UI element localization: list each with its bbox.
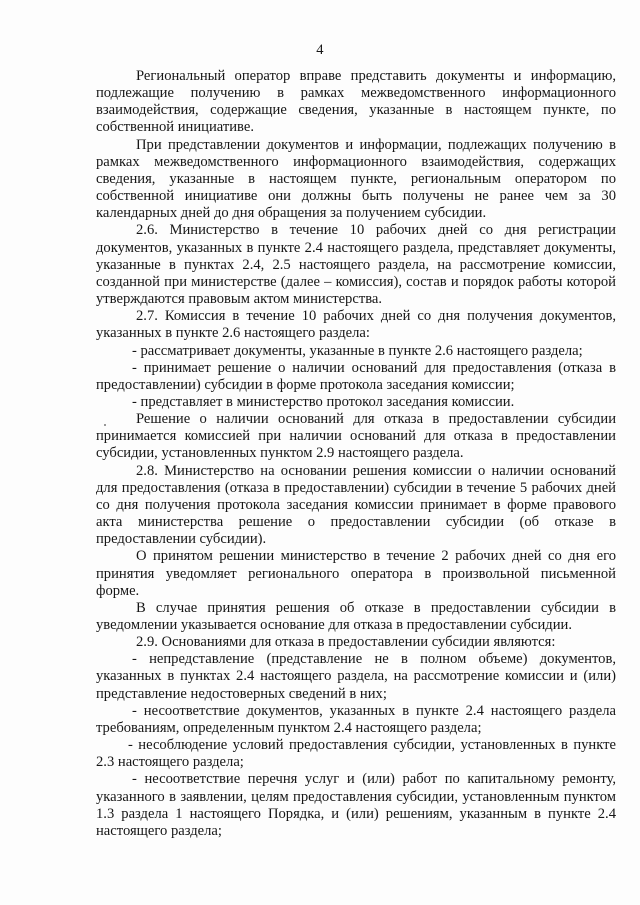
list-item-non-submission: - непредставление (представление не в полном объеме) документов, указанных в пунктах 2.4 настоящего раздела, на рассмотрение комиссии и (или) представление недостоверных сведений в них; xyxy=(96,651,616,702)
list-item-non-observance-conditions: - несоблюдение условий предоставления субсидии, установленных в пункте 2.3 настоящего раздела; xyxy=(96,737,616,771)
paragraph-refusal-notification: В случае принятия решения об отказе в предоставлении субсидии в уведомлении указывается основание для отказа в предоставлении субсидии. xyxy=(96,599,616,633)
list-item-submits-protocol: - представляет в министерство протокол заседания комиссии. xyxy=(132,393,515,410)
page-number: 4 xyxy=(316,42,324,58)
list-item-services-mismatch: - несоответствие перечня услуг и (или) работ по капитальному ремонту, указанного в заявлении, целям предоставления субсидии, установленным пунктом 1.3 раздела 1 настоящего Порядка, и (или) решениям, указанным в пункте 2.4 настоящего раздела; xyxy=(96,771,616,839)
list-item-reviews-documents: - рассматривает документы, указанные в пункте 2.6 настоящего раздела; xyxy=(132,342,583,359)
list-item-non-compliance-documents: - несоответствие документов, указанных в пункте 2.4 настоящего раздела требованиям, определенным пунктом 2.4 настоящего раздела; xyxy=(96,702,616,736)
paragraph-clause-2-7: 2.7. Комиссия в течение 10 рабочих дней со дня получения документов, указанных в пункте 2.6 настоящего раздела: xyxy=(96,308,616,342)
paragraph-refusal-decision: Решение о наличии оснований для отказа в предоставлении субсидии принимается комиссией при наличии оснований для отказа в предоставлении субсидии, установленных пунктом 2.9 настоящего раздела. xyxy=(96,411,616,462)
document-body xyxy=(96,68,616,840)
paragraph-notification: О принятом решении министерство в течение 2 рабочих дней со дня его принятия уведомляет регионального оператора в произвольной письменной форме. xyxy=(96,548,616,599)
list-item-makes-decision: - принимает решение о наличии оснований для предоставления (отказа в предоставлении) субсидии в форме протокола заседания комиссии; xyxy=(96,359,616,393)
paragraph-own-initiative-deadline: При представлении документов и информации, подлежащих получению в рамках межведомственного информационного взаимодействия, содержащих сведения, указанные в настоящем пункте, региональным оператором по собственной инициативе они должны быть получены не ранее чем за 30 календарных дней до дня обращения за получением субсидии. xyxy=(96,136,616,222)
paragraph-clause-2-6: 2.6. Министерство в течение 10 рабочих дней со дня регистрации документов, указанных в пункте 2.4 настоящего раздела, представляет документы, указанные в пунктах 2.4, 2.5 настоящего раздела, на рассмотрение комиссии, созданной при министерстве (далее – комиссия), состав и порядок работы которой утверждаются правовым актом министерства. xyxy=(96,222,616,308)
paragraph-regional-operator-right: Региональный оператор вправе представить документы и информацию, подлежащие получению в рамках межведомственного информационного взаимодействия, содержащие сведения, указанные в настоящем пункте, по собственной инициативе. xyxy=(96,68,616,136)
scan-speck xyxy=(104,424,106,426)
paragraph-clause-2-8: 2.8. Министерство на основании решения комиссии о наличии оснований для предоставления (отказа в предоставлении) субсидии в течение 5 рабочих дней со дня получения протокола заседания комиссии принимает в форме правового акта министерства решение о предоставлении субсидии (об отказе в предоставлении субсидии). xyxy=(96,462,616,548)
paragraph-clause-2-9: 2.9. Основаниями для отказа в предоставлении субсидии являются: xyxy=(136,634,556,651)
